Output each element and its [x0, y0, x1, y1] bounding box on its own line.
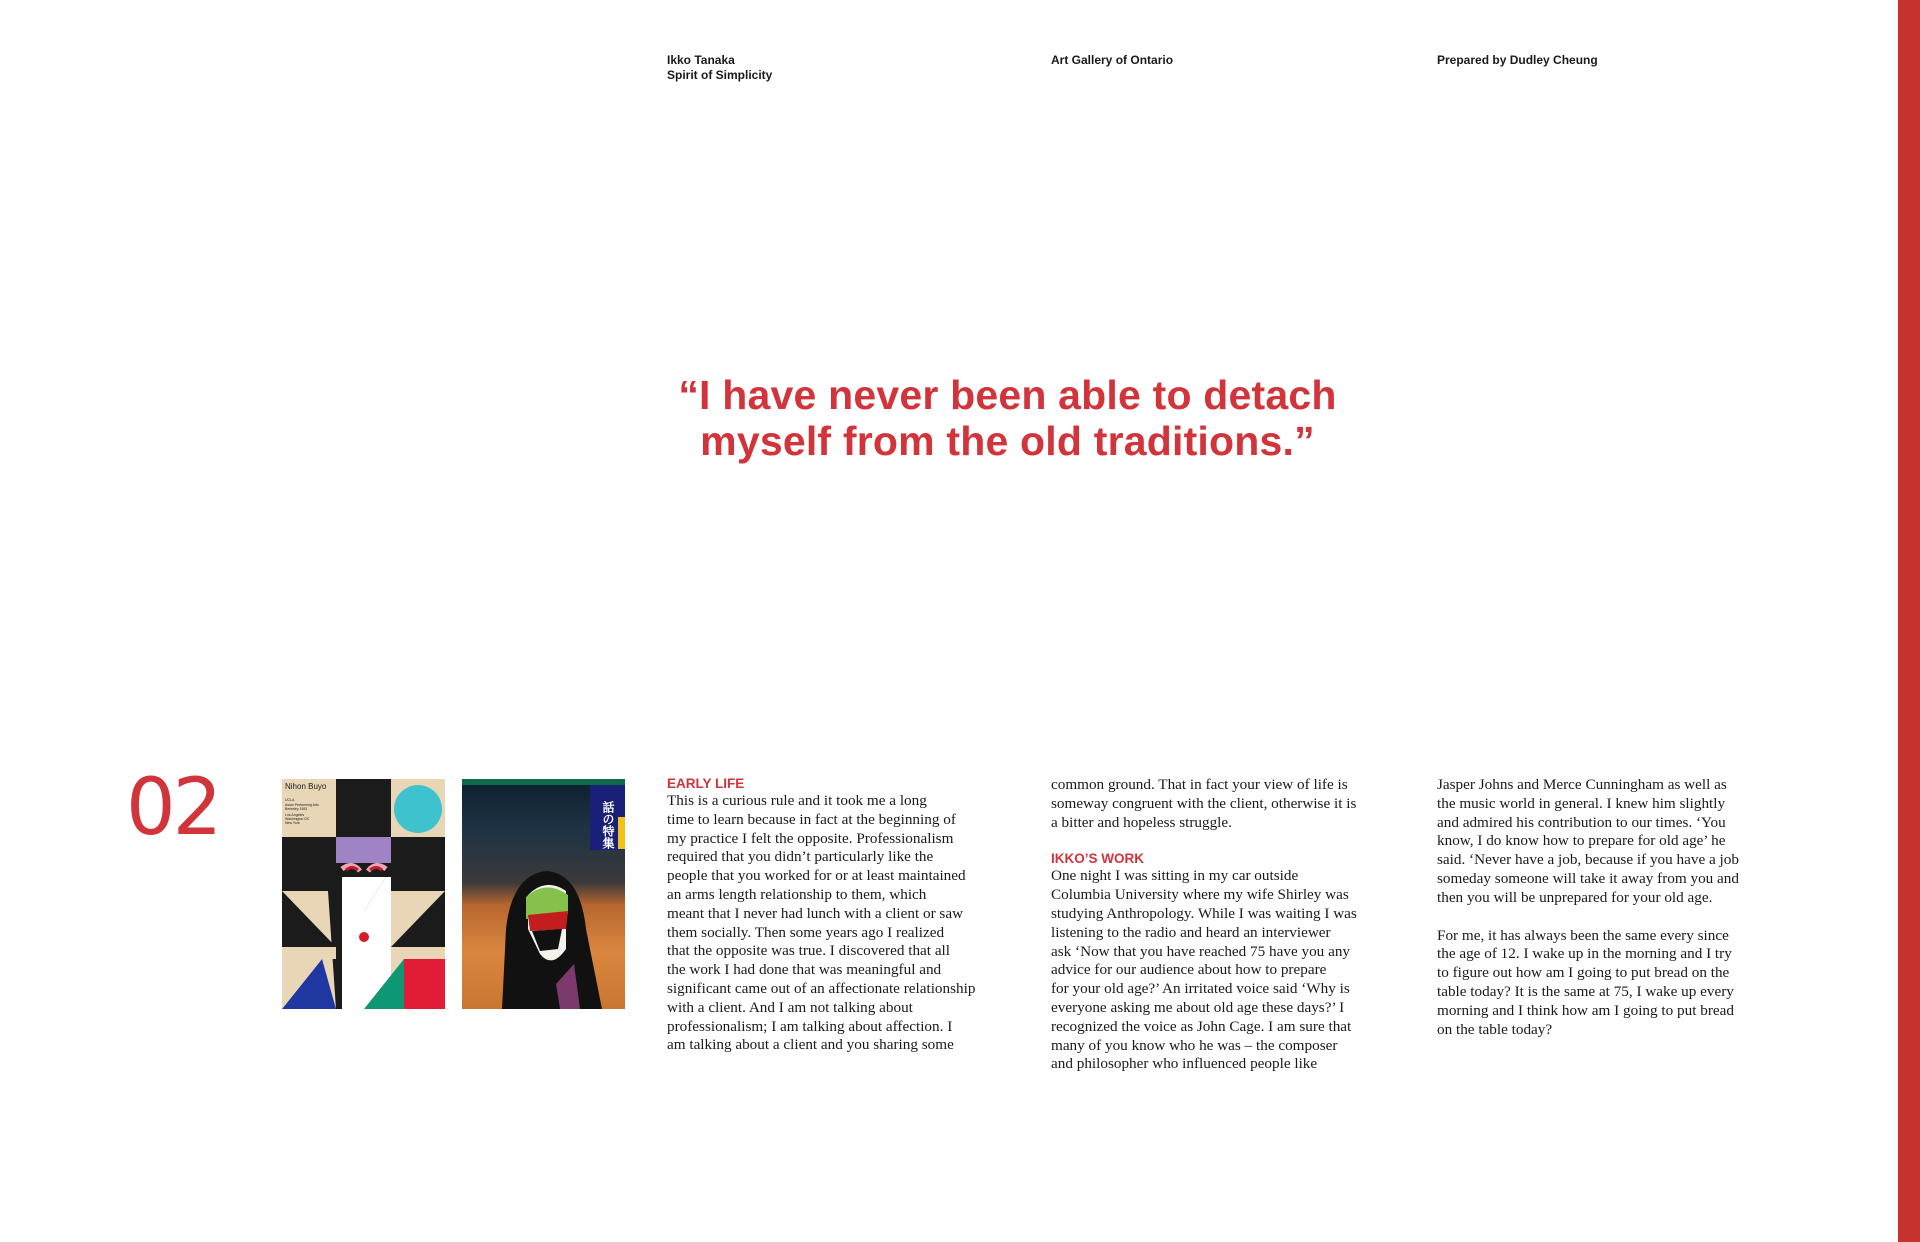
poster-japanese-title: 話の特集 — [601, 801, 615, 849]
body-line: someday someone will take it away from you and — [1437, 869, 1739, 887]
paragraph-gap — [1437, 908, 1797, 927]
body-line: advice for our audience about how to prepare — [1051, 961, 1327, 979]
body-line: recognized the voice as John Cage. I am sure that — [1051, 1017, 1352, 1035]
poster-title-text: Nihon Buyo — [285, 782, 327, 791]
nun-figure-poster-art — [462, 779, 625, 1009]
poster-small-text: New York — [285, 821, 300, 825]
body-line: know, I do know how to prepare for old age’ he — [1437, 832, 1726, 850]
body-line: table today? It is the same at 75, I wake up every — [1437, 982, 1734, 1000]
body-line: One night I was sitting in my car outside — [1051, 867, 1299, 885]
body-line: many of you know who he was – the composer — [1051, 1036, 1338, 1054]
nun-figure-poster — [462, 779, 625, 1009]
header-title-block — [667, 53, 772, 83]
body-line: listening to the radio and heard an interviewer — [1051, 923, 1331, 941]
header-exhibition-title: Spirit of Simplicity — [667, 68, 773, 82]
body-line: them socially. Then some years ago I realized — [667, 923, 945, 941]
body-line: and philosopher who influenced people like — [1051, 1055, 1318, 1073]
body-line: required that you didn’t particularly like the — [667, 848, 934, 866]
text-column-1 — [667, 776, 1027, 1055]
body-line: Columbia University where my wife Shirley was — [1051, 886, 1349, 904]
body-line: This is a curious rule and it took me a long — [667, 792, 927, 809]
body-line: and admired his contribution to our times. ‘You — [1437, 813, 1726, 831]
body-line: studying Anthropology. While I was waiting I was — [1051, 904, 1357, 922]
paragraph-gap — [1051, 832, 1411, 851]
body-line: that the opposite was true. I discovered that all — [667, 942, 950, 960]
text-column-3 — [1437, 776, 1797, 1039]
body-line: time to learn because in fact at the beginning of — [667, 810, 956, 828]
body-line: to figure out how am I going to put bread on the — [1437, 964, 1730, 982]
section-title-early-life: EARLY LIFE — [667, 776, 745, 791]
nihon-buyo-poster — [282, 779, 445, 1009]
text-column-2 — [1051, 776, 1411, 1074]
poster-small-text: Asian Performing Arts — [285, 803, 319, 807]
body-line: the age of 12. I wake up in the morning and I try — [1437, 945, 1732, 963]
page-number: 02 — [126, 763, 220, 853]
poster-small-text: Los Angeles — [285, 813, 305, 817]
body-line: the music world in general. I knew him slightly — [1437, 794, 1726, 812]
body-line: said. ‘Never have a job, because if you have a job — [1437, 851, 1739, 869]
body-line: my practice I felt the opposite. Professionalism — [667, 829, 954, 847]
body-line: on the table today? — [1437, 1020, 1553, 1038]
header-venue-text: Art Gallery of Ontario — [1051, 53, 1174, 67]
pull-quote — [600, 372, 1415, 464]
poster-small-text: Washington DC — [285, 817, 310, 821]
pull-quote-line: myself from the old traditions.” — [700, 418, 1315, 464]
body-line: morning and I think how am I going to put bread — [1437, 1001, 1734, 1019]
body-line: a bitter and hopeless struggle. — [1051, 813, 1232, 831]
poster-small-text: UCLA — [285, 798, 295, 802]
header-artist-name: Ikko Tanaka — [667, 53, 735, 67]
body-line: people that you worked for or at least maintained — [667, 867, 966, 885]
body-line: then you will be unprepared for your old age. — [1437, 888, 1713, 906]
body-line: for your old age?’ An irritated voice said ‘Why is — [1051, 980, 1350, 998]
body-line: Jasper Johns and Merce Cunningham as well as — [1437, 776, 1727, 793]
section-title-ikkos-work: IKKO’S WORK — [1051, 851, 1144, 867]
header-credit — [1437, 53, 1598, 68]
body-line: ask ‘Now that you have reached 75 have you any — [1051, 942, 1351, 960]
right-edge-red-bar — [1898, 0, 1920, 1242]
header-venue — [1051, 53, 1173, 68]
pull-quote-line: “I have never been able to detach — [678, 372, 1337, 418]
body-line: meant that I never had lunch with a client or saw — [667, 904, 964, 922]
poster-small-text: Berkeley 1981 — [285, 807, 308, 811]
body-line: significant came out of an affectionate relationship — [667, 979, 976, 997]
body-line: an arms length relationship to them, which — [667, 885, 927, 903]
body-line: the work I had done that was meaningful and — [667, 961, 942, 979]
header-credit-text: Prepared by Dudley Cheung — [1437, 53, 1598, 67]
body-line: common ground. That in fact your view of life is — [1051, 776, 1348, 793]
body-line: someway congruent with the client, otherwise it is — [1051, 794, 1357, 812]
body-line: am talking about a client and you sharing some — [667, 1036, 954, 1054]
body-line: For me, it has always been the same every since — [1437, 926, 1729, 944]
body-line: with a client. And I am not talking about — [667, 998, 913, 1016]
nihon-buyo-poster-art — [282, 779, 445, 1009]
body-line: professionalism; I am talking about affection. I — [667, 1017, 953, 1035]
body-line: everyone asking me about old age these days?’ I — [1051, 998, 1345, 1016]
